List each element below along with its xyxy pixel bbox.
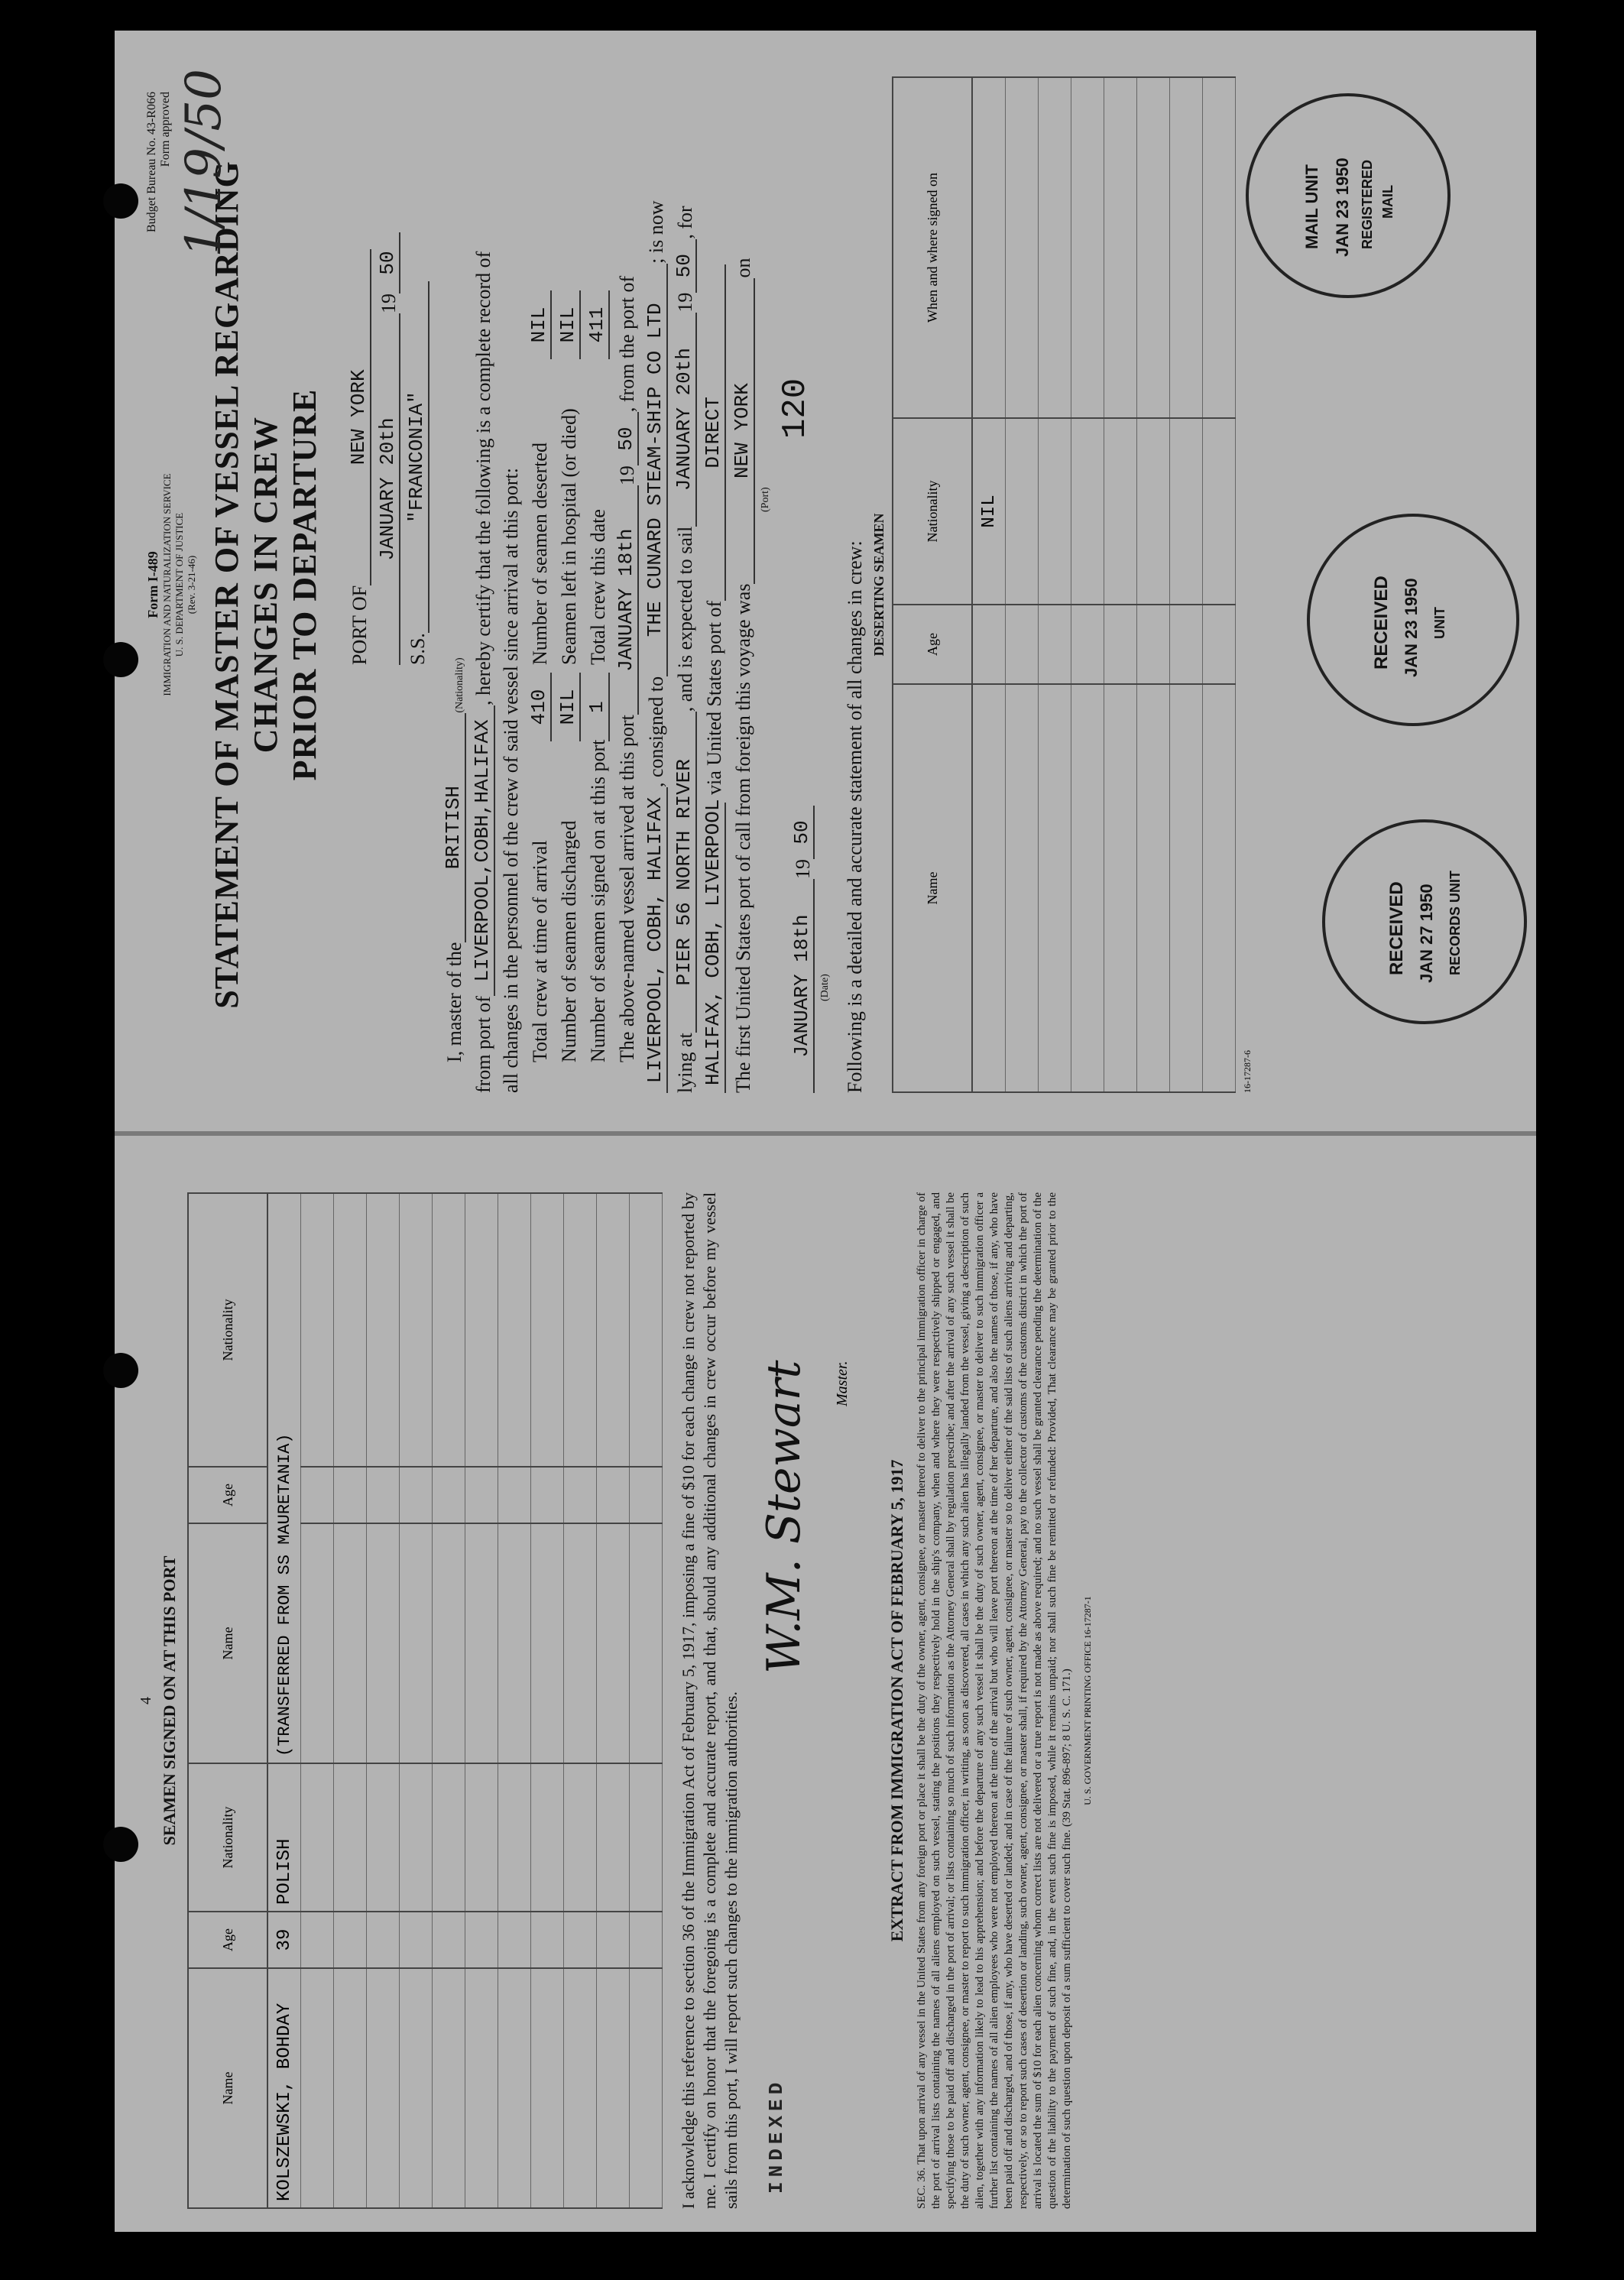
form-subtitle: PRIOR TO DEPARTURE xyxy=(286,388,323,781)
transfer-note: (TRANSFERRED FROM SS MAURETANIA) xyxy=(267,1193,301,1763)
arrival-date: JANUARY 18th xyxy=(614,485,639,715)
form-approved: Form approved xyxy=(159,92,172,167)
sail-date: JANUARY 20th xyxy=(673,313,697,527)
form-title: STATEMENT OF MASTER OF VESSEL REGARDING CHANGES IN CREW xyxy=(208,161,284,1009)
seamen-deserted: NIL xyxy=(527,290,552,359)
form-page-bottom xyxy=(115,1162,1536,2239)
crew-count-note: 120 xyxy=(776,378,815,439)
sail-for: HALIFAX, COBH, LIVERPOOL xyxy=(702,803,726,1093)
master-nationality: BRITISH xyxy=(442,713,466,942)
table-row xyxy=(972,77,1006,1092)
port-of-label: PORT OF xyxy=(348,585,371,665)
seaman-nationality: POLISH xyxy=(267,1763,301,1912)
form-number: Form I-489 xyxy=(145,551,160,618)
col-nationality: Nationality xyxy=(893,418,972,605)
extract-title: EXTRACT FROM IMMIGRATION ACT OF FEBRUARY 5, 1917 xyxy=(887,1459,906,1942)
master-label: Master. xyxy=(834,1361,851,1406)
col-age: Age xyxy=(893,605,972,684)
seamen-discharged: NIL xyxy=(556,673,581,741)
lying-at: PIER 56 NORTH RIVER xyxy=(673,712,697,1033)
vessel-name: "FRANCONIA" xyxy=(405,281,430,633)
master-signature: W.M. Stewart xyxy=(757,1360,811,1674)
acknowledgement: I acknowledge this reference to section 36 of the Immigration Act of February 5, 1917, imposing a fine of $10 for each change in crew not reported by me. I certify on honor that the foregoing is a complete and accurate report, and that, should any additional changes in crew occur before my vessel sails from this port, I will report such changes to the immigration authorities. xyxy=(679,1192,741,2209)
seamen-hospital: NIL xyxy=(556,290,581,359)
table-row xyxy=(267,1193,301,2208)
budget-bureau: Budget Bureau No. 43-R066 xyxy=(145,92,158,232)
agency-line: IMMIGRATION AND NATURALIZATION SERVICE xyxy=(161,473,173,696)
ss-label: S.S. xyxy=(407,633,429,665)
agency-line: U. S. DEPARTMENT OF JUSTICE xyxy=(173,512,185,657)
port-of-value: NEW YORK xyxy=(347,249,371,585)
form-page-top: Budget Bureau No. 43-R066 Form approved 1/19/50 Form I-489 IMMIGRATION AND NATURALIZATION SERVICE U. S. DEPARTMENT OF JUSTICE (Rev. 3-21-46) STATEMENT OF MASTER OF VESSEL REGARDING CHANGES IN CREW PRIOR TO DEPARTURE PORT OF NEW YORK JANUARY 20th 19 50 S.S. "FRANCONIA" I, master of the BRITISH (Nationality) from port of LIVERPOOL,COBH,HALIFAX , hereby certify that the following is a complete record of all changes in the personnel of the crew of said vessel since arrival at this port: Total crew at time of arrival 410 Number of seamen deserted NIL Number of seamen discharged NIL Seamen left in hospital (or died) NIL Number of seamen signed on at this port 1 Total crew this date 411 The above-named vessel arrived at this port JANUARY 18th 19 50 , from the port of LIVERPOOL, COBH, HALIFAX , consigned to THE CUNARD STEAM-SHIP CO LTD ; is now lying at PIER 56 NORTH RIVER , and is expected to sail JANUARY 20th 19 50 , for HALIFAX, COBH, LIVERPOOL via United States port of DIRECT The first United States port of call from foreign this voyage was NEW YORK on (Port) JANUARY 18th 19 50 120 (Date) Following is a detailed and accurate statement of all changes in crew: DESERTING SEAMEN Name Age Nationality When and where signed on NIL 16-17287-6 MAIL UNIT JAN 23 1950 REGISTERED MAIL RECEIVED JAN 23 1950 UNIT RECEIVED JAN 27 1950 RECORDS UNIT xyxy=(115,46,1536,1124)
signed-on-heading: SEAMEN SIGNED ON AT THIS PORT xyxy=(160,1555,179,1846)
page-fold xyxy=(115,1131,1536,1136)
deserting-nil: NIL xyxy=(972,418,1006,605)
signed-on-table: Name Age Nationality Name Age Nationality KOLSZEWSKI, BOHDAY 39 POLISH (TRANSFERRED FROM SS MAURETANIA) xyxy=(187,1192,663,2209)
indexed-stamp: INDEXED xyxy=(765,2077,788,2194)
handwritten-date: 1/19/50 xyxy=(176,69,232,258)
report-year: 50 xyxy=(376,232,400,294)
via-port: DIRECT xyxy=(702,264,726,601)
total-crew-arrival: 410 xyxy=(527,673,552,741)
print-code: 16-17287-6 xyxy=(1242,1050,1253,1093)
received-stamp: RECEIVED JAN 23 1950 UNIT xyxy=(1307,514,1519,726)
deserting-heading: DESERTING SEAMEN xyxy=(871,513,887,657)
gpo-line: U. S. GOVERNMENT PRINTING OFFICE 16-17287-1 xyxy=(1082,1596,1093,1805)
arrived-from: LIVERPOOL, COBH, HALIFAX xyxy=(643,787,668,1093)
records-unit-stamp: RECEIVED JAN 27 1950 RECORDS UNIT xyxy=(1322,819,1527,1024)
mail-unit-stamp: MAIL UNIT JAN 23 1950 REGISTERED MAIL xyxy=(1246,93,1451,298)
col-name: Name xyxy=(893,684,972,1092)
from-port: LIVERPOOL,COBH,HALIFAX xyxy=(471,705,495,996)
col-signed-on: When and where signed on xyxy=(893,77,972,418)
seaman-age: 39 xyxy=(267,1912,301,1968)
page-number: 4 xyxy=(138,1697,154,1704)
seaman-name: KOLSZEWSKI, BOHDAY xyxy=(267,1968,301,2208)
extract-text: SEC. 36. That upon arrival of any vessel in the United States from any foreign port or place it shall be the duty of the owner, agent, consignee, or master thereof to deliver to the principal immigration officer in charge of the port of arrival lists containing the names of all aliens employed on such vessel, stating the positions they respectively hold in the ship's company, when and where they were respectively shipped or engaged, and specifying those to be paid off and discharged in the port of arrival; or lists containing so much of such information as the Attorney General shall by regulation prescribe; and after the arrival of any such vessel it shall be the duty of such owner, agent, consignee, or master to report to such immigration officer, in writing, as soon as discovered, all cases in which any such alien has illegally landed from the vessel, giving a description of such alien, together with any information likely to lead to his apprehension; and before the departure of any such vessel it shall be the duty of such owner, agent, consignee, or master to deliver to such immigration officer a further list containing the names of all alien employees who were not employed thereon at the time of the arrival but who will leave port thereon at the time of her departure, and also the names of those, if any, who have been paid off and discharged, and of those, if any, who have deserted or landed; and in case of the failure of such owner, agent, consignee, or master so to deliver either of the said lists of such aliens arriving and departing, respectively, or so to report such cases of desertion or landing, such owner, agent, consignee, or master shall, if required by the Attorney General, pay to the collector of customs of the customs district in which the port of arrival is located the sum of $10 for each alien concerning whom correct lists are not delivered or a true report is not made as above required; and no such vessel shall be granted clearance pending the determination of the question of the liability to the payment of such fine, and, in the event such fine is imposed, while it remains unpaid; nor shall such fine be remitted or refunded: Provided, That clearance may be granted prior to the determination of such question upon deposit of a sum sufficient to cover such fine. (39 Stat. 896-897; 8 U. S. C. 171.) xyxy=(916,1192,1073,2209)
first-date: JANUARY 18th xyxy=(790,879,815,1093)
deserting-table xyxy=(892,76,1236,1093)
consignee: THE CUNARD STEAM-SHIP CO LTD xyxy=(643,264,668,676)
report-date: JANUARY 20th xyxy=(376,313,400,665)
agency-line: (Rev. 3-21-46) xyxy=(186,555,197,615)
total-crew-date: 411 xyxy=(585,290,610,359)
first-us-port: NEW YORK xyxy=(731,278,755,584)
seamen-signed-on: 1 xyxy=(585,673,610,741)
